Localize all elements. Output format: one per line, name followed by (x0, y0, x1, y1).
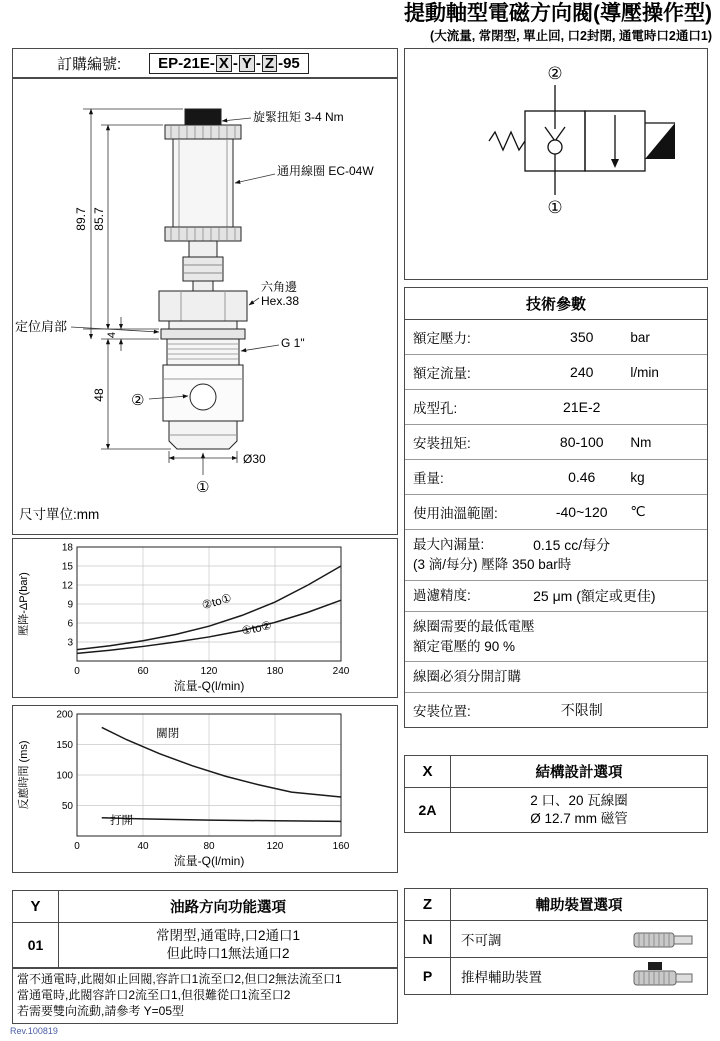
solenoid-symbol (645, 123, 675, 159)
tech-row-leakage (405, 530, 707, 581)
tech-row-pressure (405, 320, 707, 355)
x-tick-label: 0 (74, 841, 80, 852)
order-option-y: Y (239, 55, 255, 72)
x-tick-label: 180 (266, 666, 284, 677)
x-tick-label: 60 (137, 666, 149, 677)
order-code-suffix: -95 (278, 54, 300, 72)
tech-label: 重量: (413, 471, 444, 486)
hex-label-1: 六角邊 (261, 280, 298, 294)
tech-value: -40~120 (555, 504, 608, 520)
x-row-key: 2A (405, 788, 451, 832)
push-pin-nut-icon (621, 958, 707, 994)
tech-label: 額定流量: (413, 366, 471, 381)
dim-85-7: 85.7 (92, 207, 106, 231)
y-table-title: 油路方向功能選項 (170, 900, 286, 916)
y-row-line1: 常閉型,通電時,口2通口1 (155, 928, 301, 943)
x-tick-label: 160 (332, 841, 350, 852)
x-table-title: 結構設計選項 (535, 765, 623, 781)
tech-value: 240 (570, 364, 594, 380)
y-table-row-01 (13, 923, 397, 968)
y-axis-label: 壓降-ΔP(bar) (18, 572, 30, 636)
curve-annotation: ②to① (200, 592, 234, 613)
tech-title: 技術參數 (405, 288, 707, 320)
y-tick-label: 9 (67, 599, 73, 611)
tech-leak-line2: (3 滴/每分) 壓降 350 bar時 (413, 557, 572, 573)
curve-annotation: 關閉 (156, 728, 180, 741)
x-tick-label: 120 (200, 666, 218, 677)
flow-arrowhead (611, 159, 619, 168)
drawing-port1: ① (196, 479, 210, 496)
fixed-nut-icon (621, 921, 707, 957)
y-tick-label: 100 (56, 770, 73, 782)
y-note-1: 當不通電時,此閥如止回閥,容許口1流至口2,但口2無法流至口1 (17, 972, 342, 987)
z-row-key-p: P (405, 958, 451, 994)
thread-label: G 1" (281, 336, 305, 350)
z-options-table (404, 888, 708, 995)
tech-row-temp (405, 495, 707, 530)
x-axis-label: 流量-Q(l/min) (173, 679, 245, 693)
tech-row-flow (405, 355, 707, 390)
curve-annotation: 打開 (110, 814, 134, 827)
dim-48: 48 (92, 388, 106, 402)
coil-label: 通用線圈 EC-04W (277, 164, 374, 178)
response-time-chart (13, 706, 397, 872)
pressure-drop-chart-panel (12, 538, 398, 698)
drawing-panel (12, 78, 398, 535)
tech-label: 使用油溫範圍: (413, 506, 498, 521)
torque-label: 旋緊扭矩 3-4 Nm (253, 110, 344, 124)
z-table-key: Z (405, 889, 451, 920)
curve-annotation: ①to② (240, 619, 273, 638)
response-time-chart-panel (12, 705, 398, 873)
drawing-port2: ② (131, 392, 145, 409)
tech-label: 安裝扭矩: (413, 436, 471, 451)
y-tick-label: 15 (61, 561, 73, 573)
y-table-key: Y (13, 891, 59, 922)
pressure-drop-chart (13, 539, 397, 697)
y-row-content (59, 923, 397, 967)
z-table-header (405, 889, 707, 921)
z-table-title: 輔助裝置選項 (535, 898, 623, 914)
x-options-table (404, 755, 708, 833)
tech-label: 安裝位置: (413, 703, 471, 719)
y-tick-label: 12 (61, 580, 73, 592)
y-tick-label: 150 (56, 740, 73, 751)
tech-label: 過濾精度: (413, 587, 471, 603)
tech-row-filtration (405, 581, 707, 612)
x-tick-label: 80 (203, 841, 215, 852)
check-valve-ball (548, 140, 562, 154)
tech-unit: l/min (630, 364, 659, 380)
tech-value: 0.15 cc/每分 (533, 537, 611, 553)
page-title: 提動軸型電磁方向閥(導壓操作型) (404, 2, 712, 25)
y-note-3: 若需要雙向流動,請參考 Y=05型 (17, 1004, 185, 1019)
tech-unit: Nm (630, 434, 652, 450)
tech-row-voltage (405, 612, 707, 662)
y-tick-label: 50 (61, 801, 73, 812)
x-tick-label: 40 (137, 841, 149, 852)
z-row-label-p: 推桿輔助裝置 (461, 970, 542, 985)
tech-label: 額定壓力: (413, 331, 471, 346)
tech-value: 0.46 (568, 469, 596, 485)
x-table-row-2a (405, 788, 707, 832)
tech-value: 不限制 (560, 701, 603, 718)
y-note-2: 當通電時,此閥容許口2流至口1,但很難從口1流至口2 (17, 988, 291, 1003)
symbol-panel (404, 48, 708, 280)
order-code-prefix: EP-21E- (158, 54, 215, 72)
z-table-row-n (405, 921, 707, 958)
valve-drawing (13, 79, 397, 534)
y-tick-label: 200 (56, 709, 73, 721)
tech-row-coil-note (405, 662, 707, 693)
order-label: 訂購編號: (57, 55, 122, 73)
order-option-x: X (216, 55, 232, 72)
valve-outline (159, 109, 247, 449)
x-axis-label: 流量-Q(l/min) (173, 854, 245, 868)
spring-symbol (489, 132, 525, 150)
x-tick-label: 0 (74, 666, 80, 677)
tech-unit: ℃ (630, 504, 646, 519)
y-options-table (12, 890, 398, 1024)
hydraulic-symbol (405, 49, 707, 279)
header (404, 2, 712, 44)
tech-coil-note: 線圈必須分開訂購 (413, 669, 521, 685)
order-sep1: - (232, 54, 238, 72)
unit-label: 尺寸單位:mm (19, 507, 100, 522)
tech-unit: bar (630, 329, 650, 345)
dim-d30: Ø30 (243, 452, 266, 466)
x-table-header (405, 756, 707, 788)
shoulder-label: 定位肩部 (15, 319, 68, 334)
tech-unit: kg (630, 469, 645, 485)
y-table-header (13, 891, 397, 923)
tech-voltage-line2: 額定電壓的 90 % (413, 638, 516, 654)
z-row-key-n: N (405, 921, 451, 957)
symbol-port1: ① (547, 198, 563, 217)
x-tick-label: 120 (266, 841, 284, 852)
x-row-line1: 2 口、20 瓦線圈 (530, 793, 628, 808)
x-tick-label: 240 (332, 666, 350, 677)
tech-label: 成型孔: (413, 401, 458, 416)
x-row-content (451, 788, 707, 832)
hex-label-2: Hex.38 (261, 294, 300, 308)
y-row-key: 01 (13, 923, 59, 967)
y-axis-label: 反應時間 (ms) (18, 740, 30, 810)
dim-89-7: 89.7 (74, 207, 88, 231)
tech-row-mounting (405, 693, 707, 727)
tech-row-cavity (405, 390, 707, 425)
tech-row-weight (405, 460, 707, 495)
y-row-line2: 但此時口1無法通口2 (166, 946, 290, 962)
tech-value: 350 (570, 329, 594, 345)
x-row-line2: Ø 12.7 mm 磁管 (530, 811, 628, 827)
tech-value: 80-100 (559, 434, 604, 450)
tech-value: 25 μm (額定或更佳) (533, 587, 656, 604)
z-row-label-n: 不可調 (461, 933, 502, 948)
series-0 (102, 727, 341, 797)
tech-row-torque (405, 425, 707, 460)
order-sep2: - (255, 54, 261, 72)
order-panel (12, 48, 398, 78)
tech-panel (404, 287, 708, 728)
y-tick-label: 18 (61, 542, 73, 554)
x-table-key: X (405, 756, 451, 787)
y-tick-label: 3 (67, 637, 73, 649)
y-tick-label: 6 (67, 618, 73, 630)
dim-4: 4 (106, 331, 118, 339)
series-1 (102, 818, 341, 822)
tech-value: 21E-2 (563, 399, 601, 415)
footer-revision: Rev.100819 (10, 1026, 58, 1036)
z-table-row-p (405, 958, 707, 994)
order-option-z: Z (262, 55, 277, 72)
order-code (149, 53, 309, 74)
y-table-notes (13, 968, 397, 1022)
symbol-port2: ② (547, 64, 563, 83)
page-subtitle: (大流量, 常閉型, 單止回, 口2封閉, 通電時口2通口1) (430, 29, 712, 44)
tech-voltage-line1: 線圈需要的最低電壓 (413, 619, 535, 635)
tech-label: 最大內漏量: (413, 537, 485, 552)
